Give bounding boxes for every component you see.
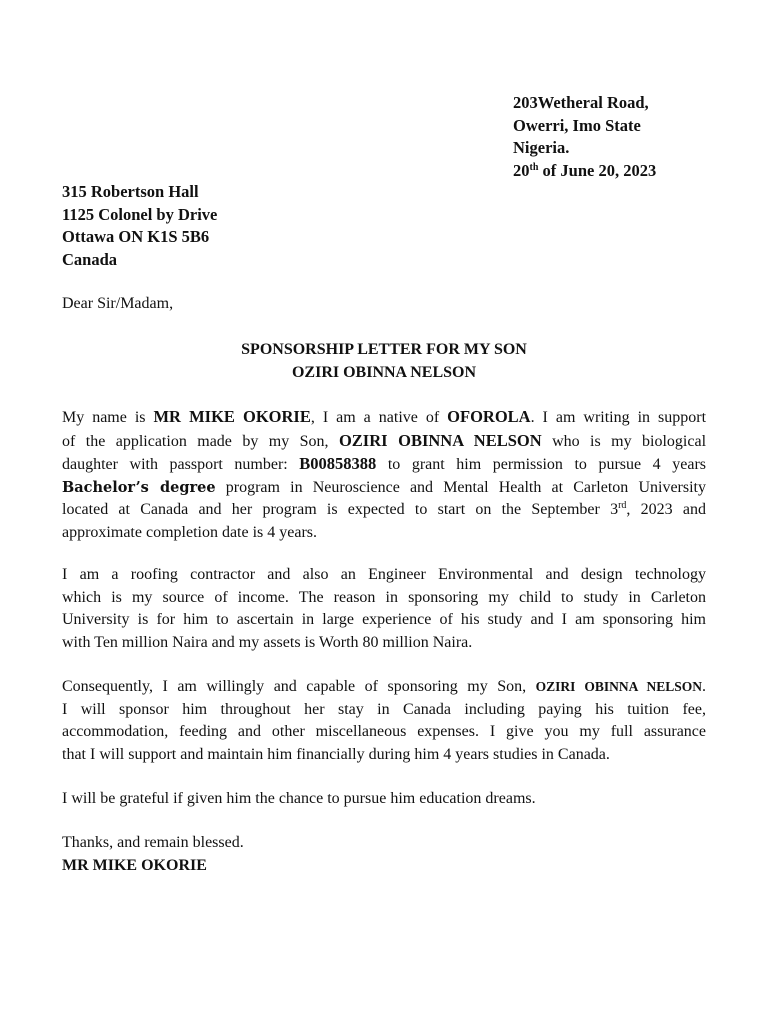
sender-address-line: Owerri, Imo State <box>513 115 641 135</box>
text-run: located at Canada and her program is expected to start on the September 3 <box>62 501 619 518</box>
letter-date <box>513 160 656 183</box>
paragraph-line: approximate completion date is 4 years. <box>62 523 318 541</box>
recipient-address-line: 1125 Colonel by Drive <box>62 204 218 224</box>
paragraph-line: I am a roofing contractor and also an Engineer Environmental and design technology <box>62 566 706 583</box>
recipient-address <box>62 181 217 271</box>
student-name: OZIRI OBINNA NELSON <box>535 679 702 694</box>
paragraph-line: accommodation, feeding and other miscellaneous expenses. I give you my full assurance <box>62 723 706 740</box>
paragraph-line: University is for him to ascertain in large experience of his study and I am sponsoring him <box>62 611 706 628</box>
paragraph-line <box>62 676 706 699</box>
salutation: Dear Sir/Madam, <box>62 295 174 312</box>
text-run: Consequently, I am willingly and capable of sponsoring my Son, <box>62 678 536 695</box>
paragraph-line <box>62 430 706 454</box>
paragraph-line <box>62 406 706 430</box>
subject-line: OZIRI OBINNA NELSON <box>291 363 477 381</box>
date-rest: of June 20, 2023 <box>538 160 657 180</box>
paragraph-line: with Ten million Naira and my assets is Worth 80 million Naira. <box>62 633 473 651</box>
closing-remark: Thanks, and remain blessed. <box>62 834 244 851</box>
subject-line: SPONSORSHIP LETTER FOR MY SON <box>241 341 527 358</box>
text-run: . <box>702 678 706 695</box>
recipient-address-line: Canada <box>62 249 118 269</box>
sponsor-name: MR MIKE OKORIE <box>153 407 311 426</box>
recipient-address-line: 315 Robertson Hall <box>62 182 199 201</box>
ordinal-suffix: rd <box>618 500 627 511</box>
text-run: daughter with passport number: <box>62 456 300 473</box>
text-run: My name is <box>62 409 154 426</box>
date-suffix: th <box>529 161 539 173</box>
text-run: to grant him permission to pursue 4 years <box>376 456 706 473</box>
paragraph-line: I will be grateful if given him the chance to pursue him education dreams. <box>62 790 536 807</box>
text-run: , I am a native of <box>310 409 448 426</box>
sender-address-line: 203Wetheral Road, <box>513 93 649 112</box>
date-day: 20 <box>513 160 530 180</box>
sender-address-line: Nigeria. <box>513 138 570 157</box>
paragraph-gratitude <box>62 788 706 811</box>
letter-subject <box>62 339 706 384</box>
text-run: , 2023 and <box>626 501 707 518</box>
degree-name: Bachelor’s degree <box>62 478 216 496</box>
recipient-address-line: Ottawa ON K1S 5B6 <box>62 227 210 246</box>
paragraph-introduction <box>62 406 706 544</box>
passport-number: B00858388 <box>299 454 377 473</box>
paragraph-line <box>62 453 706 477</box>
sender-address <box>513 92 656 182</box>
text-run: who is my biological <box>541 432 707 450</box>
hometown: OFOROLA <box>447 407 531 426</box>
paragraph-line <box>62 477 706 500</box>
paragraph-line: which is my source of income. The reason in sponsoring my child to study in Carleton <box>62 588 706 606</box>
text-run: of the application made by my Son, <box>62 432 339 450</box>
student-name: OZIRI OBINNA NELSON <box>338 430 542 450</box>
paragraph-line: I will sponsor him throughout her stay in Canada including paying his tuition fee, <box>62 700 706 718</box>
paragraph-assurance <box>62 676 706 766</box>
paragraph-income <box>62 564 706 654</box>
signature-name: MR MIKE OKORIE <box>62 857 207 874</box>
paragraph-line <box>62 499 706 522</box>
paragraph-line: that I will support and maintain him financially during him 4 years studies in Canada. <box>62 745 610 763</box>
text-run: program in Neuroscience and Mental Health at Carleton University <box>215 478 706 496</box>
text-run: . I am writing in support <box>530 409 707 426</box>
